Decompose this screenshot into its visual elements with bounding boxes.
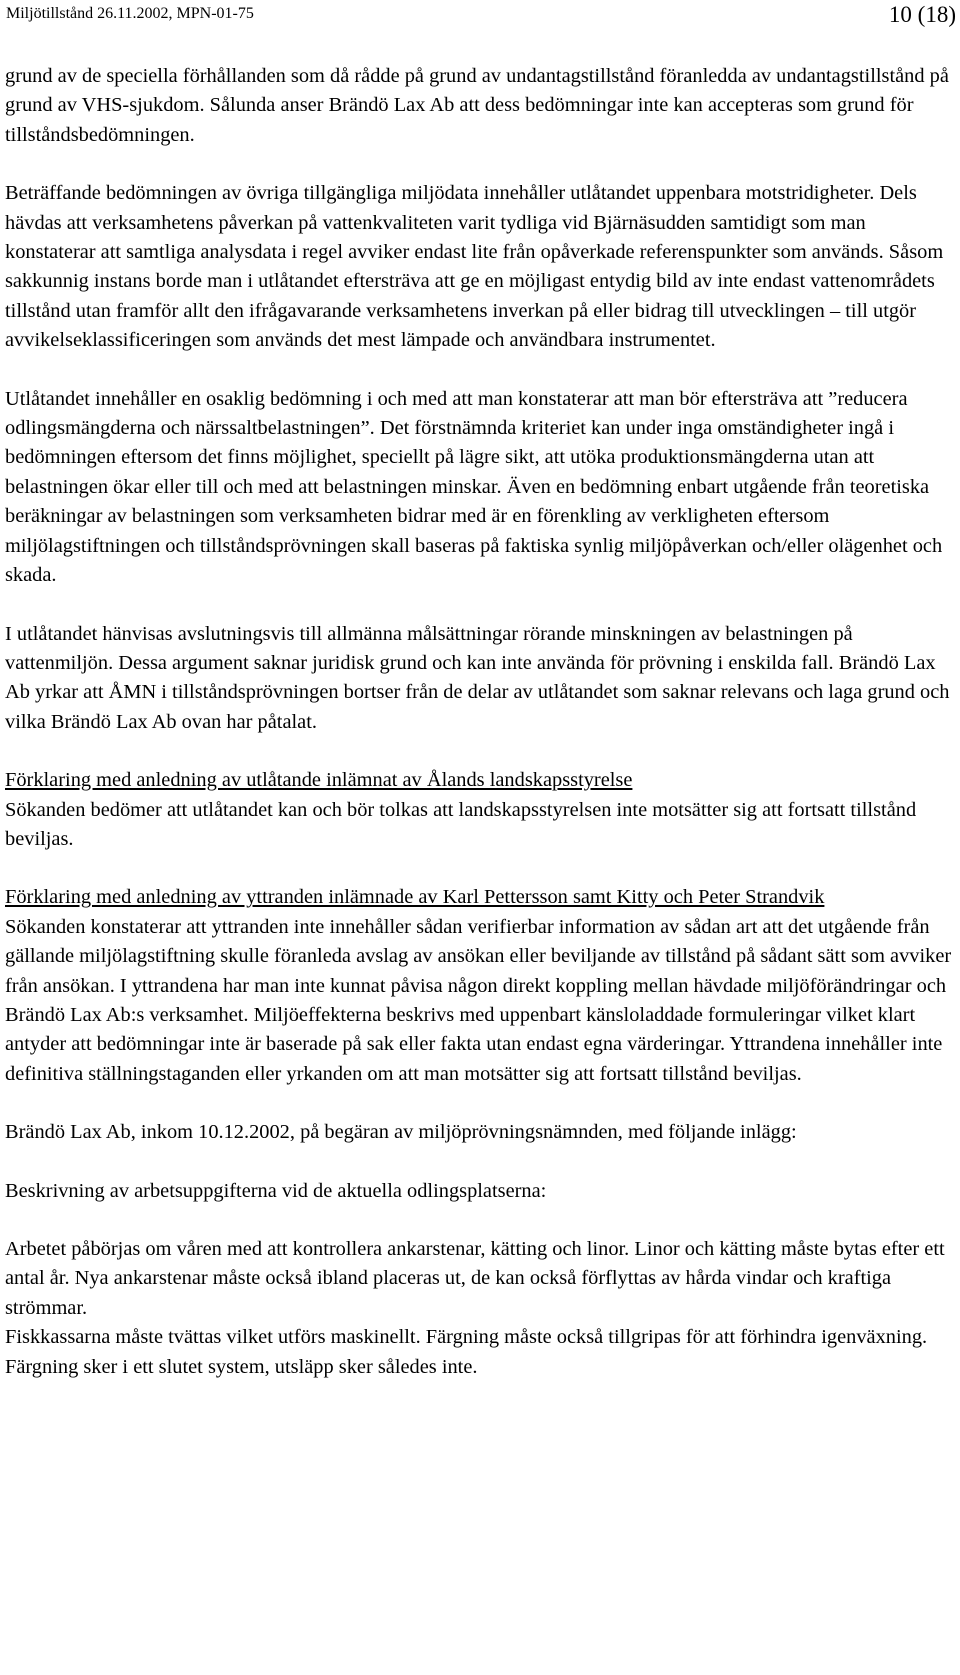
paragraph-environmental-data: Beträffande bedömningen av övriga tillgängliga miljödata innehåller utlåtandet uppenbara motstridigheter. Dels hävdas att verksamhetens påverkan på vattenkvaliteten varit tydliga vid Bjärnäsudden samtidigt som man konstaterar att samtliga analysdata i regel avviker endast lite från opåverkade referenspunkter som används. Såsom sakkunnig instans borde man i utlåtandet eftersträva att ge en möjligast entydig bild av inte endast vattenområdets tillstånd utan framför allt den ifrågavarande verksamhetens inverkan på eller bidrag till utvecklingen – till utgör avvikelseklassificeringen som används det mest lämpade och användbara instrumentet. xyxy=(5,182,944,352)
page-header xyxy=(4,0,956,34)
paragraph-unobjective-assessment: Utlåtandet innehåller en osaklig bedömning i och med att man konstaterar att man bör eftersträva att ”reducera odlingsmängderna och närssaltbelastningen”. Det förstnämnda kriteriet kan under inga omständigheter ingå i bedömningen eftersom det finns möjlighet, speciellt på lägre sikt, att utöka produktionsmängderna utan att belastningen ökar eller till och med att belastningen minskar. Även en bedömning enbart utgående från teoretiska beräkningar av belastningen som verksamheten bidrar med är en förenkling av verkligheten eftersom miljölagstiftningen och tillståndsprövningen skall baseras på faktiska synlig miljöpåverkan och/eller olägenhet och skada. xyxy=(5,387,943,587)
paragraph-spring-work: Arbetet påbörjas om våren med att kontrollera ankarstenar, kätting och linor. Linor och kätting måste bytas efter ett antal år. Nya ankarstenar måste också ibland placeras ut, de kan också förflyttas av hårda vindar och kraftiga strömmar. xyxy=(5,1238,945,1319)
paragraph-statements-response: Sökanden konstaterar att yttranden inte innehåller sådan verifierbar information av sådan art att det utgående från gällande miljölagstiftning skulle föranleda avslag av ansökan eller beviljande av tillstånd på sådant sätt som avviker från ansökan. I yttrandena har man inte kunnat påvisa någon direkt koppling mellan hävdade miljöförändringar och Brändö Lax Ab:s verksamhet. Miljöeffekterna beskrivs med uppenbart känsloladdade formuleringar vilket klart antyder att bedömningar inte är baserade på sak eller fakta utan endast egna värderingar. Yttrandena innehåller inte definitiva ställningstaganden eller yrkanden om att man motsätter sig att fortsatt tillstånd beviljas. xyxy=(5,915,952,1085)
page-number: 10 (18) xyxy=(888,2,956,27)
paragraph-vhs-assessment: grund av de speciella förhållanden som då rådde på grund av undantagstillstånd föranledda av undantagstillstånd på grund av VHS-sjukdom. Sålunda anser Brändö Lax Ab att dess bedömningar inte kan accepteras som grund för tillståndsbedömningen. xyxy=(5,65,949,146)
document-body xyxy=(5,62,953,1382)
paragraph-cage-cleaning: Fiskkassarna måste tvättas vilket utförs maskinellt. Färgning måste också tillgripas för att förhindra igenväxning. Färgning sker i ett slutet system, utsläpp sker således inte. xyxy=(5,1326,928,1378)
paragraph-landskapsstyrelse-response: Sökanden bedömer att utlåtandet kan och bör tolkas att landskapsstyrelsen inte motsätter sig att fortsatt tillstånd beviljas. xyxy=(5,798,917,850)
paragraph-task-description-title: Beskrivning av arbetsuppgifterna vid de aktuella odlingsplatserna: xyxy=(5,1179,547,1202)
paragraph-submission: Brändö Lax Ab, inkom 10.12.2002, på begäran av miljöprövningsnämnden, med följande inlägg: xyxy=(5,1121,797,1144)
section-heading-landskapsstyrelse: Förklaring med anledning av utlåtande inlämnat av Ålands landskapsstyrelse xyxy=(5,769,633,792)
document-reference: Miljötillstånd 26.11.2002, MPN-01-75 xyxy=(6,5,254,22)
section-heading-statements: Förklaring med anledning av yttranden inlämnade av Karl Pettersson samt Kitty och Peter Strandvik xyxy=(5,886,825,909)
paragraph-general-objectives: I utlåtandet hänvisas avslutningsvis till allmänna målsättningar rörande minskningen av belastningen på vattenmiljön. Dessa argument saknar juridisk grund och kan inte använda för prövning i enskilda fall. Brändö Lax Ab yrkar att ÅMN i tillståndsprövningen bortser från de delar av utlåtandet som saknar relevans och laga grund och vilka Brändö Lax Ab ovan har påtalat. xyxy=(5,622,950,733)
